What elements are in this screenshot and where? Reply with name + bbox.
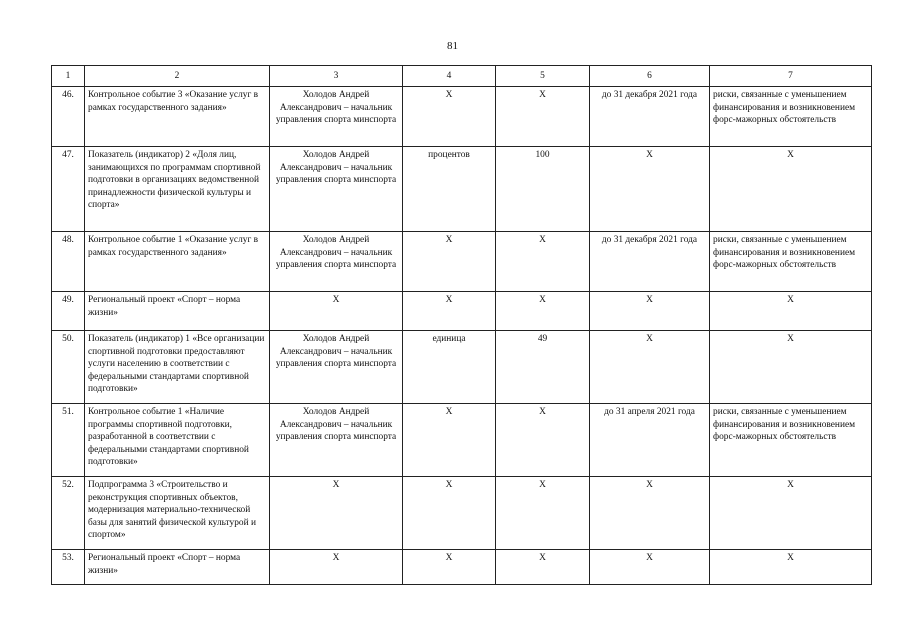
- row-deadline: до 31 апреля 2021 года: [590, 404, 710, 477]
- table-row: [52, 331, 872, 404]
- column-number-row: [52, 66, 872, 87]
- column-number: 5: [496, 66, 590, 87]
- table-row: [52, 292, 872, 331]
- column-number: 1: [52, 66, 85, 87]
- row-value: X: [496, 87, 590, 147]
- row-number: 50.: [52, 331, 85, 404]
- row-value: X: [496, 550, 590, 585]
- column-number: 7: [710, 66, 872, 87]
- row-unit: X: [403, 404, 496, 477]
- row-deadline: X: [590, 147, 710, 232]
- row-number: 46.: [52, 87, 85, 147]
- table-row: [52, 87, 872, 147]
- row-responsible: X: [270, 477, 403, 550]
- row-unit: X: [403, 232, 496, 292]
- row-description: Показатель (индикатор) 1 «Все организации спортивной подготовки предоставляют услуги населению в соответствии с федеральными стандартами спортивной подготовки»: [85, 331, 270, 404]
- row-deadline: X: [590, 292, 710, 331]
- row-number: 48.: [52, 232, 85, 292]
- row-responsible: Холодов Андрей Александрович – начальник управления спорта минспорта: [270, 147, 403, 232]
- table-row: [52, 404, 872, 477]
- row-number: 49.: [52, 292, 85, 331]
- plan-table: [51, 65, 872, 585]
- row-unit: процентов: [403, 147, 496, 232]
- row-unit: X: [403, 550, 496, 585]
- row-unit: единица: [403, 331, 496, 404]
- row-responsible: Холодов Андрей Александрович – начальник управления спорта минспорта: [270, 331, 403, 404]
- table-row: [52, 477, 872, 550]
- row-responsible: Холодов Андрей Александрович – начальник управления спорта минспорта: [270, 404, 403, 477]
- row-unit: X: [403, 87, 496, 147]
- row-risks: риски, связанные с уменьшением финансирования и возникновением форс-мажорных обстоятельств: [710, 404, 872, 477]
- table-row: [52, 147, 872, 232]
- row-risks: X: [710, 477, 872, 550]
- table-row: [52, 550, 872, 585]
- row-value: X: [496, 477, 590, 550]
- row-deadline: X: [590, 550, 710, 585]
- row-deadline: до 31 декабря 2021 года: [590, 232, 710, 292]
- row-risks: X: [710, 331, 872, 404]
- row-responsible: Холодов Андрей Александрович – начальник управления спорта минспорта: [270, 232, 403, 292]
- row-description: Контрольное событие 3 «Оказание услуг в рамках государственного задания»: [85, 87, 270, 147]
- row-number: 51.: [52, 404, 85, 477]
- row-risks: X: [710, 292, 872, 331]
- row-unit: X: [403, 477, 496, 550]
- row-value: X: [496, 404, 590, 477]
- row-deadline: X: [590, 477, 710, 550]
- row-risks: риски, связанные с уменьшением финансирования и возникновением форс-мажорных обстоятельств: [710, 232, 872, 292]
- row-number: 53.: [52, 550, 85, 585]
- row-number: 52.: [52, 477, 85, 550]
- page-number: 81: [447, 40, 458, 52]
- row-deadline: X: [590, 331, 710, 404]
- row-responsible: X: [270, 292, 403, 331]
- row-value: 49: [496, 331, 590, 404]
- column-number: 2: [85, 66, 270, 87]
- row-description: Контрольное событие 1 «Оказание услуг в рамках государственного задания»: [85, 232, 270, 292]
- row-responsible: X: [270, 550, 403, 585]
- row-value: X: [496, 292, 590, 331]
- row-number: 47.: [52, 147, 85, 232]
- column-number: 3: [270, 66, 403, 87]
- row-risks: X: [710, 550, 872, 585]
- row-description: Контрольное событие 1 «Наличие программы спортивной подготовки, разработанной в соответствии с федеральными стандартами спортивной подготовки»: [85, 404, 270, 477]
- row-risks: риски, связанные с уменьшением финансирования и возникновением форс-мажорных обстоятельств: [710, 87, 872, 147]
- row-description: Показатель (индикатор) 2 «Доля лиц, занимающихся по программам спортивной подготовки в организациях ведомственной принадлежности физической культуры и спорта»: [85, 147, 270, 232]
- row-responsible: Холодов Андрей Александрович – начальник управления спорта минспорта: [270, 87, 403, 147]
- column-number: 6: [590, 66, 710, 87]
- column-number: 4: [403, 66, 496, 87]
- row-unit: X: [403, 292, 496, 331]
- row-description: Региональный проект «Спорт – норма жизни»: [85, 550, 270, 585]
- row-description: Региональный проект «Спорт – норма жизни»: [85, 292, 270, 331]
- row-value: X: [496, 232, 590, 292]
- row-risks: X: [710, 147, 872, 232]
- row-deadline: до 31 декабря 2021 года: [590, 87, 710, 147]
- table-row: [52, 232, 872, 292]
- row-value: 100: [496, 147, 590, 232]
- row-description: Подпрограмма 3 «Строительство и реконструкция спортивных объектов, модернизация материально-технической базы для занятий физической культурой и спортом»: [85, 477, 270, 550]
